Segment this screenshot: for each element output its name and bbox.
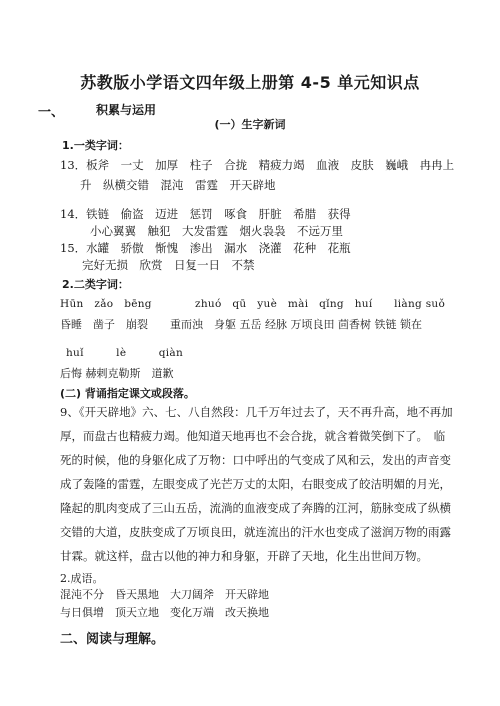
idiom-label: 2.成语。 xyxy=(60,572,104,585)
recite-paragraph xyxy=(60,400,460,568)
word-line: 14．铁链 偷盗 迈进 惩罚 啄食 肝脏 希腊 获得 xyxy=(60,207,351,221)
section-2-heading: 二、阅读与理解。 xyxy=(60,632,165,647)
paragraph-line: 厚，而盘古也精疲力竭。他知道天地再也不会合拢，就含着微笑倒下了。 临 xyxy=(60,429,446,443)
word-line: 15．水罐 骄傲 惭愧 渗出 漏水 浇灌 花种 花瓶 xyxy=(60,241,351,255)
paragraph-line: 9、《开天辟地》六、七、八自然段：几千万年过去了，天不再升高，地不再加 xyxy=(60,405,453,419)
paragraph-line: 交错的大道，皮肤变成了万顷良田，就连流出的汗水也变成了滋润万物的雨露 xyxy=(60,525,451,539)
document-title: 苏教版小学语文四年级上册第 4-5 单元知识点 xyxy=(80,73,420,92)
category-1-label: 1.一类字词： xyxy=(62,139,129,152)
word-line: 13．板斧 一丈 加厚 柱子 合拢 精疲力竭 血液 皮肤 巍峨 冉冉上 xyxy=(60,158,455,172)
word-line: 升 纵横交错 混沌 雷霆 开天辟地 xyxy=(80,178,276,192)
idiom-line: 混沌不分 昏天黑地 大刀阔斧 开天辟地 xyxy=(60,588,269,601)
paragraph-line: 成了轰隆的雷霆，左眼变成了光芒万丈的太阳，右眼变成了皎洁明媚的月光， xyxy=(60,477,451,491)
subsection-new-words: (一）生字新词 xyxy=(214,118,286,131)
subsection-recite: (二) 背诵指定课文或段落。 xyxy=(60,387,195,400)
word-line: 后悔 赫剌克勒斯 道歉 xyxy=(60,367,174,380)
category-2-label: 2.二类字词： xyxy=(62,278,129,291)
word-line: 小心翼翼 触犯 大发雷霆 烟火袅袅 不远万里 xyxy=(90,224,343,238)
pinyin-line: Hūn zǎo bēng zhuó qū yuè mài qǐng huí liàng suǒ xyxy=(60,298,446,310)
pinyin-line: huǐ lè qiàn xyxy=(66,347,184,359)
paragraph-line: 死的时候，他的身躯化成了万物：口中呼出的气变成了风和云，发出的声音变 xyxy=(60,453,451,467)
paragraph-line: 隆起的肌肉变成了三山五岳，流淌的血液变成了奔腾的江河，筋脉变成了纵横 xyxy=(60,501,451,515)
section-1-number: 一、 xyxy=(38,105,65,120)
word-line: 完好无损 欣赏 日复一日 不禁 xyxy=(82,258,255,272)
section-1-heading: 积累与运用 xyxy=(96,103,157,117)
word-line: 昏睡 凿子 崩裂 重而浊 身躯 五岳 经脉 万顷良田 茴香树 铁链 锁在 xyxy=(60,318,422,331)
idiom-line: 与日俱增 顶天立地 变化万端 改天换地 xyxy=(60,606,269,619)
paragraph-line: 甘霖。就这样，盘古以他的神力和身躯，开辟了天地，化生出世间万物。 xyxy=(60,549,428,563)
